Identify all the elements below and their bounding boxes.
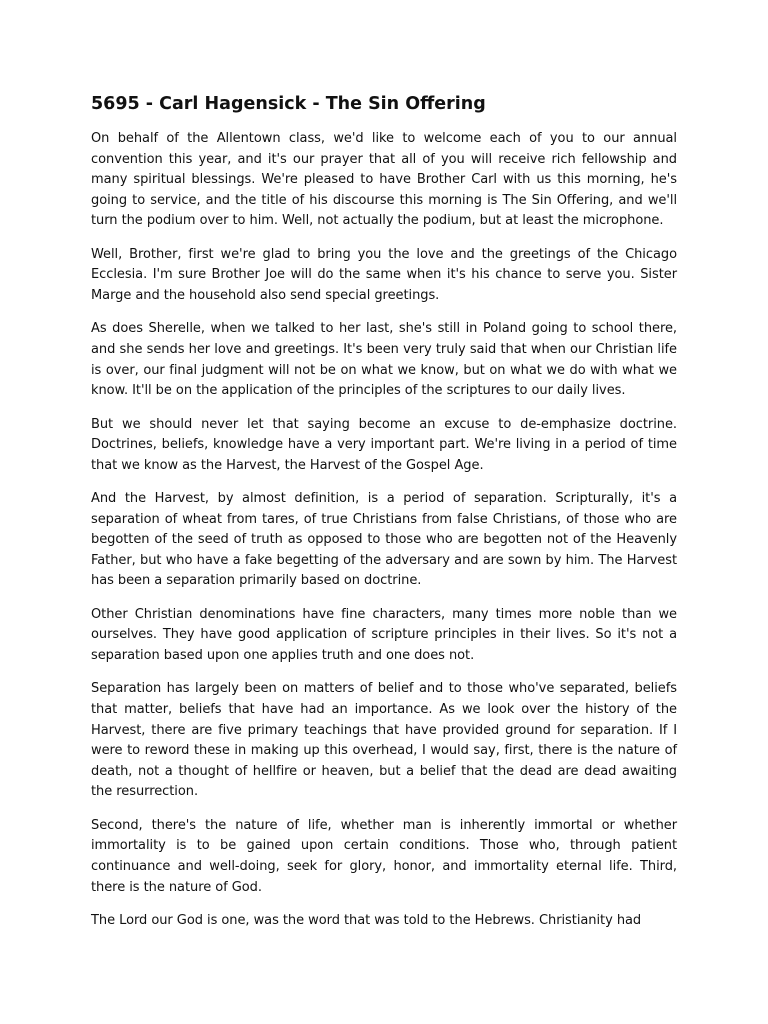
- paragraph-5: And the Harvest, by almost definition, is a period of separation. Scripturally, it's a separation of wheat from tares, of true Christians from false Christians, of those who are begotten of the seed of truth as opposed to those who are begotten not of the Heavenly Father, but who have a fake begetting of the adversary and are sown by him. The Harvest has been a separation primarily based on doctrine.: [91, 491, 677, 589]
- paragraph-1: On behalf of the Allentown class, we'd like to welcome each of you to our annual convention this year, and it's our prayer that all of you will receive rich fellowship and many spiritual blessings. We're pleased to have Brother Carl with us this morning, he's going to service, and the title of his discourse this morning is The Sin Offering, and we'll turn the podium over to him. Well, not actually the podium, but at least the microphone.: [91, 131, 677, 229]
- paragraph-8: Second, there's the nature of life, whether man is inherently immortal or whether immortality is to be gained upon certain conditions. Those who, through patient continuance and well-doing, seek for glory, honor, and immortality eternal life. Third, there is the nature of God.: [91, 817, 677, 895]
- paragraph-3: As does Sherelle, when we talked to her last, she's still in Poland going to school there, and she sends her love and greetings. It's been very truly said that when our Christian life is over, our final judgment will not be on what we know, but on what we do with what we know. It'll be on the application of the principles of the scriptures to our daily lives.: [91, 321, 677, 399]
- paragraph-6: Other Christian denominations have fine characters, many times more noble than we ourselves. They have good application of scripture principles in their lives. So it's not a separation based upon one applies truth and one does not.: [91, 606, 677, 664]
- document-page: [91, 92, 677, 944]
- document-title: 5695 - Carl Hagensick - The Sin Offering: [91, 94, 486, 114]
- paragraph-9: The Lord our God is one, was the word that was told to the Hebrews. Christianity had: [91, 912, 642, 928]
- paragraph-2: Well, Brother, first we're glad to bring you the love and the greetings of the Chicago Ecclesia. I'm sure Brother Joe will do the same when it's his chance to serve you. Sister Marge and the household also send special greetings.: [91, 246, 677, 303]
- paragraph-7: Separation has largely been on matters of belief and to those who've separated, beliefs that matter, beliefs that have had an importance. As we look over the history of the Harvest, there are five primary teachings that have provided ground for separation. If I were to reword these in making up this overhead, I would say, first, there is the nature of death, not a thought of hellfire or heaven, but a belief that the dead are dead awaiting the resurrection.: [91, 681, 677, 800]
- paragraph-4: But we should never let that saying become an excuse to de-emphasize doctrine. Doctrines, beliefs, knowledge have a very important part. We're living in a period of time that we know as the Harvest, the Harvest of the Gospel Age.: [91, 416, 677, 473]
